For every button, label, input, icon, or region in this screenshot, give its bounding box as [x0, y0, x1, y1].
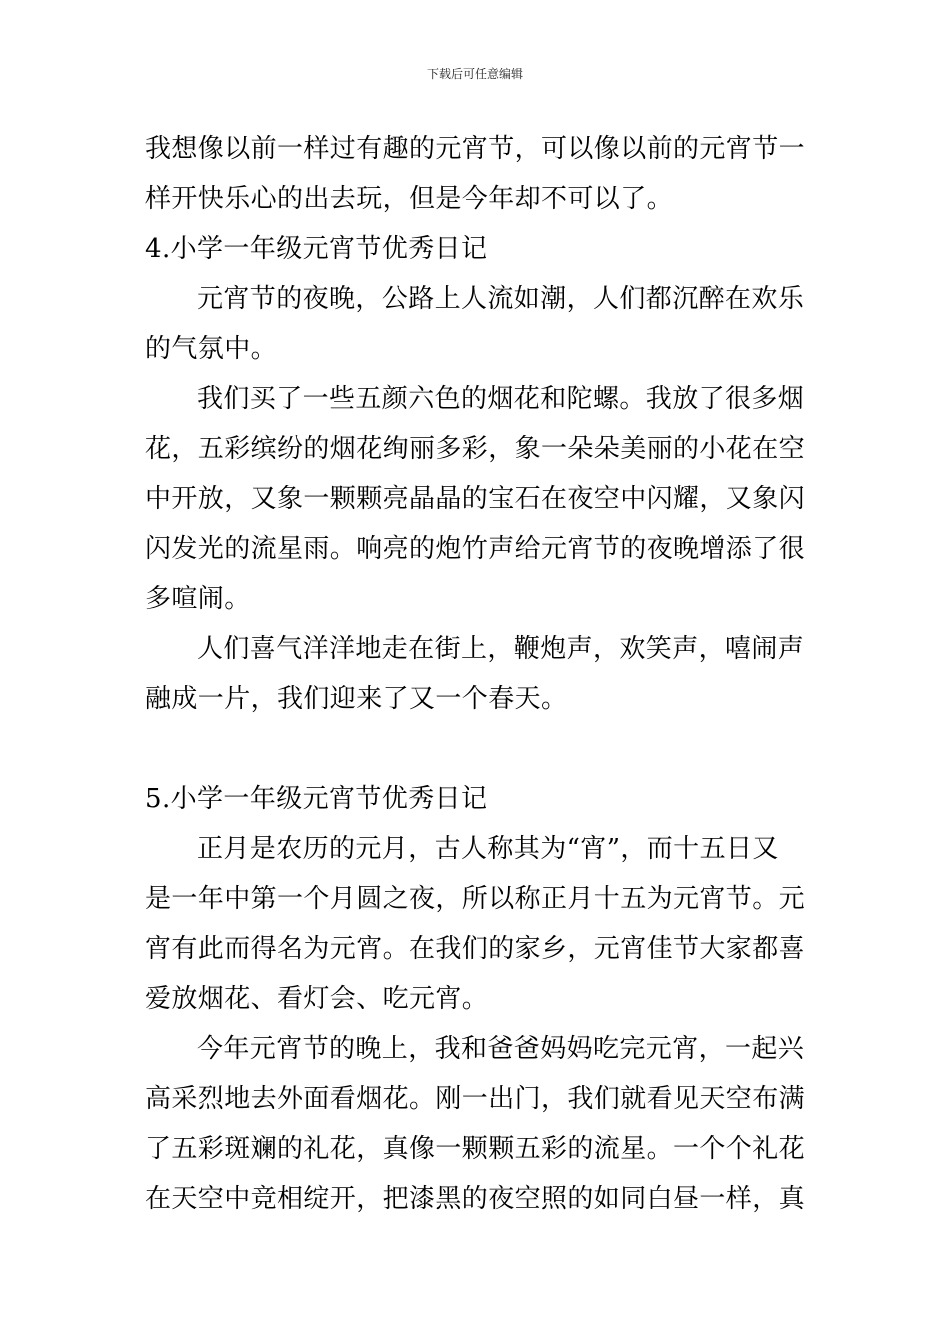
section-heading-5: 5.小学一年级元宵节优秀日记: [145, 784, 488, 814]
paragraph-start: 正月是农历的元月，古人称其为“宵”，而十五日又: [197, 834, 779, 864]
text-line: 宵有此而得名为元宵。在我们的家乡，元宵佳节大家都喜: [145, 934, 806, 964]
document-body: [145, 124, 809, 1224]
text-line: 在天空中竞相绽开，把漆黑的夜空照的如同白昼一样，真: [145, 1184, 806, 1214]
text-line: 中开放，又象一颗颗亮晶晶的宝石在夜空中闪耀，又象闪: [145, 484, 806, 514]
text-line: 样开快乐心的出去玩，但是今年却不可以了。: [145, 184, 674, 214]
text-line: 的气氛中。: [145, 334, 278, 364]
paragraph-start: 今年元宵节的晚上，我和爸爸妈妈吃完元宵，一起兴: [197, 1034, 805, 1064]
paragraph-start: 我们买了一些五颜六色的烟花和陀螺。我放了很多烟: [197, 384, 805, 414]
text-line: 融成一片，我们迎来了又一个春天。: [145, 684, 568, 714]
text-line: 爱放烟花、看灯会、吃元宵。: [145, 984, 489, 1014]
section-heading-4: 4.小学一年级元宵节优秀日记: [145, 234, 488, 264]
paragraph-start: 元宵节的夜晚，公路上人流如潮，人们都沉醉在欢乐: [197, 284, 805, 314]
text-line: 我想像以前一样过有趣的元宵节，可以像以前的元宵节一: [145, 134, 806, 164]
page-header: 下载后可任意编辑: [426, 67, 523, 81]
text-line: 花，五彩缤纷的烟花绚丽多彩，象一朵朵美丽的小花在空: [145, 434, 806, 464]
text-line: 闪发光的流星雨。响亮的炮竹声给元宵节的夜晚增添了很: [145, 534, 806, 564]
text-line: 是一年中第一个月圆之夜，所以称正月十五为元宵节。元: [145, 884, 806, 914]
blank-line: [145, 724, 809, 774]
text-line: 多喧闹。: [145, 584, 251, 614]
text-line: 高采烈地去外面看烟花。刚一出门，我们就看见天空布满: [145, 1084, 806, 1114]
paragraph-start: 人们喜气洋洋地走在街上，鞭炮声，欢笑声，嘻闹声: [197, 634, 805, 664]
text-line: 了五彩斑斓的礼花，真像一颗颗五彩的流星。一个个礼花: [145, 1134, 806, 1164]
